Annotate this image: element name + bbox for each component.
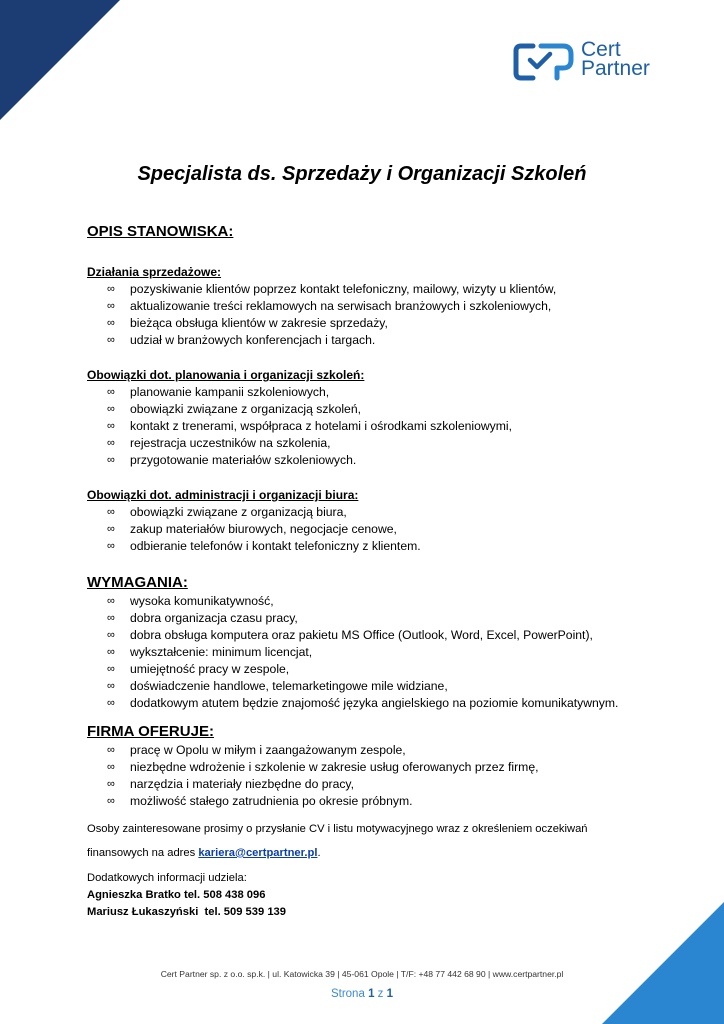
sales-heading: Działania sprzedażowe: (87, 265, 222, 279)
contact-person-1: Agnieszka Bratko tel. 508 438 096 (87, 889, 266, 901)
page-label: Strona (330, 988, 365, 1000)
list-item: ∞ narzędzia i materiały niezbędne do pracy, (87, 776, 647, 793)
list-item: ∞ aktualizowanie treści reklamowych na serwisach branżowych i szkoleniowych, (87, 298, 647, 315)
list-item: ∞ kontakt z trenerami, współpraca z hotelami i ośrodkami szkoleniowymi, (87, 418, 647, 435)
opis-heading: OPIS STANOWISKA: (87, 223, 234, 240)
list-item: ∞ doświadczenie handlowe, telemarketingowe mile widziane, (87, 678, 647, 695)
page-sep: z (377, 988, 384, 1000)
list-item: ∞ pozyskiwanie klientów poprzez kontakt telefoniczny, mailowy, wizyty u klientów, (87, 281, 647, 298)
list-item: ∞ zakup materiałów biurowych, negocjacje cenowe, (87, 521, 647, 538)
cert-partner-logo (513, 40, 673, 84)
info-label: Dodatkowych informacji udziela: (87, 872, 247, 884)
logo-text (581, 40, 650, 78)
page-current: 1 (368, 988, 375, 1000)
offer-list (87, 742, 647, 810)
list-item: ∞ udział w branżowych konferencjach i targach. (87, 332, 647, 349)
email-link[interactable]: kariera@certpartner.pl (198, 847, 318, 859)
list-item: ∞ dobra organizacja czasu pracy, (87, 610, 647, 627)
list-item: ∞ wykształcenie: minimum licencjat, (87, 644, 647, 661)
training-list (87, 384, 647, 469)
footer-address: Cert Partner sp. z o.o. sp.k. | ul. Katowicka 39 | 45-061 Opole | T/F: +48 77 442 68 90 | www.certpartner.pl (160, 969, 564, 979)
list-item: ∞ możliwość stałego zatrudnienia po okresie próbnym. (87, 793, 647, 810)
list-item: ∞ wysoka komunikatywność, (87, 593, 647, 610)
contact-line-2-suffix: . (317, 847, 321, 859)
sales-list (87, 281, 647, 349)
requirements-list (87, 593, 647, 712)
list-item: ∞ przygotowanie materiałów szkoleniowych. (87, 452, 647, 469)
contact-person-2: Mariusz Łukaszyński tel. 509 539 139 (87, 906, 286, 918)
list-item: ∞ umiejętność pracy w zespole, (87, 661, 647, 678)
list-item: ∞ obowiązki związane z organizacją biura, (87, 504, 647, 521)
list-item: ∞ niezbędne wdrożenie i szkolenie w zakresie usług oferowanych przez firmę, (87, 759, 647, 776)
logo-text-partner: Partner (581, 57, 650, 80)
list-item: ∞ dodatkowym atutem będzie znajomość języka angielskiego na poziomie komunikatywnym. (87, 695, 647, 712)
contact-instructions (87, 821, 647, 921)
job-title: Specjalista ds. Sprzedaży i Organizacji Szkoleń (137, 163, 587, 185)
page-total: 1 (386, 988, 394, 1000)
job-description (87, 222, 647, 921)
list-item: ∞ odbieranie telefonów i kontakt telefoniczny z klientem. (87, 538, 647, 555)
top-left-corner-decoration (0, 0, 120, 120)
list-item: ∞ bieżąca obsługa klientów w zakresie sprzedaży, (87, 315, 647, 332)
training-heading: Obowiązki dot. planowania i organizacji szkoleń: (87, 368, 365, 382)
wymagania-heading: WYMAGANIA: (87, 574, 188, 591)
admin-heading: Obowiązki dot. administracji i organizacji biura: (87, 488, 359, 502)
bottom-right-corner-decoration (602, 902, 724, 1024)
list-item: ∞ rejestracja uczestników na szkolenia, (87, 435, 647, 452)
contact-line-2-prefix: finansowych na adres (87, 847, 199, 859)
list-item: ∞ obowiązki związane z organizacją szkoleń, (87, 401, 647, 418)
contact-line-1: Osoby zainteresowane prosimy o przysłanie CV i listu motywacyjnego wraz z określeniem oczekiwań (87, 823, 588, 835)
logo-cp-check-icon (513, 42, 575, 82)
contact-line-2 (87, 845, 647, 862)
list-item: ∞ dobra obsługa komputera oraz pakietu MS Office (Outlook, Word, Excel, PowerPoint), (87, 627, 647, 644)
list-item: ∞ pracę w Opolu w miłym i zaangażowanym zespole, (87, 742, 647, 759)
logo-text-cert: Cert (581, 38, 621, 61)
list-item: ∞ planowanie kampanii szkoleniowych, (87, 384, 647, 401)
oferuje-heading: FIRMA OFERUJE: (87, 723, 214, 740)
admin-list (87, 504, 647, 555)
